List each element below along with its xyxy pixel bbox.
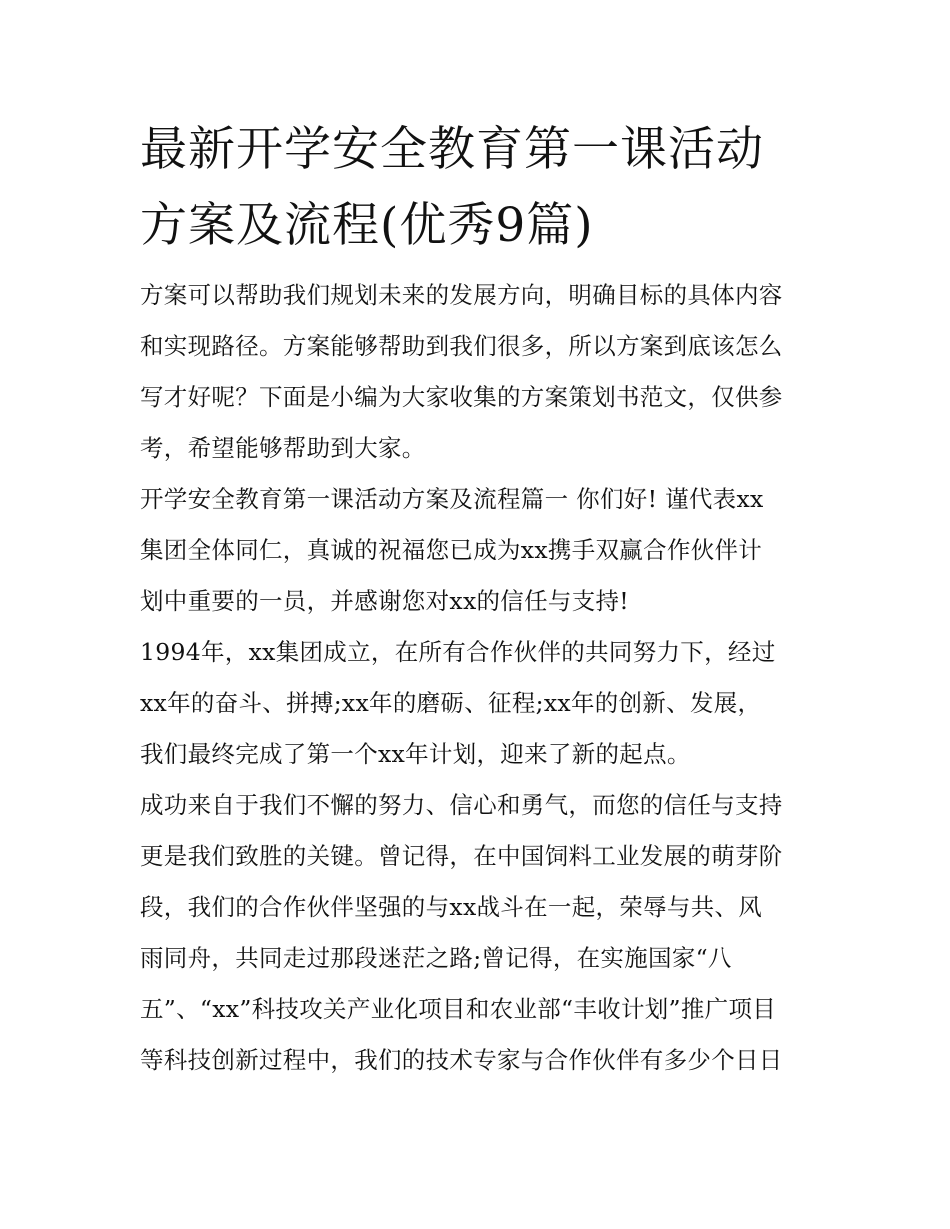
title-line: 方案及流程(优秀9篇) bbox=[140, 198, 594, 253]
text-line: 开学安全教育第一课活动方案及流程篇一 你们好! 谨代表xx bbox=[140, 485, 764, 513]
document-body bbox=[140, 112, 820, 1086]
text-line: 成功来自于我们不懈的努力、信心和勇气，而您的信任与支持 bbox=[140, 791, 783, 819]
text-line: xx年的奋斗、拼搏;xx年的磨砺、征程;xx年的创新、发展， bbox=[140, 689, 762, 717]
text-line: 等科技创新过程中，我们的技术专家与合作伙伴有多少个日日 bbox=[140, 1046, 783, 1074]
text-line: 考，希望能够帮助到大家。 bbox=[140, 434, 426, 462]
text-line: 雨同舟，共同走过那段迷茫之路;曾记得，在实施国家“八 bbox=[140, 944, 732, 972]
document-title bbox=[140, 112, 820, 264]
success-paragraph bbox=[140, 780, 820, 1086]
section-one-paragraph bbox=[140, 474, 820, 627]
text-line: 更是我们致胜的关键。曾记得，在中国饲料工业发展的萌芽阶 bbox=[140, 842, 783, 870]
text-line: 段，我们的合作伙伴坚强的与xx战斗在一起，荣辱与共、风 bbox=[140, 893, 763, 921]
text-line: 1994年，xx集团成立，在所有合作伙伴的共同努力下，经过 bbox=[140, 638, 776, 666]
history-paragraph bbox=[140, 627, 820, 780]
text-line: 划中重要的一员，并感谢您对xx的信任与支持! bbox=[140, 587, 630, 615]
text-line: 我们最终完成了第一个xx年计划，迎来了新的起点。 bbox=[140, 740, 691, 768]
text-line: 方案可以帮助我们规划未来的发展方向，明确目标的具体内容 bbox=[140, 281, 783, 309]
text-line: 和实现路径。方案能够帮助到我们很多，所以方案到底该怎么 bbox=[140, 332, 783, 360]
text-line: 写才好呢？下面是小编为大家收集的方案策划书范文，仅供参 bbox=[140, 383, 783, 411]
title-line: 最新开学安全教育第一课活动 bbox=[140, 122, 764, 177]
intro-paragraph bbox=[140, 270, 820, 474]
text-line: 五”、“xx”科技攻关产业化项目和农业部“丰收计划”推广项目 bbox=[140, 995, 777, 1023]
text-line: 集团全体同仁，真诚的祝福您已成为xx携手双赢合作伙伴计 bbox=[140, 536, 763, 564]
